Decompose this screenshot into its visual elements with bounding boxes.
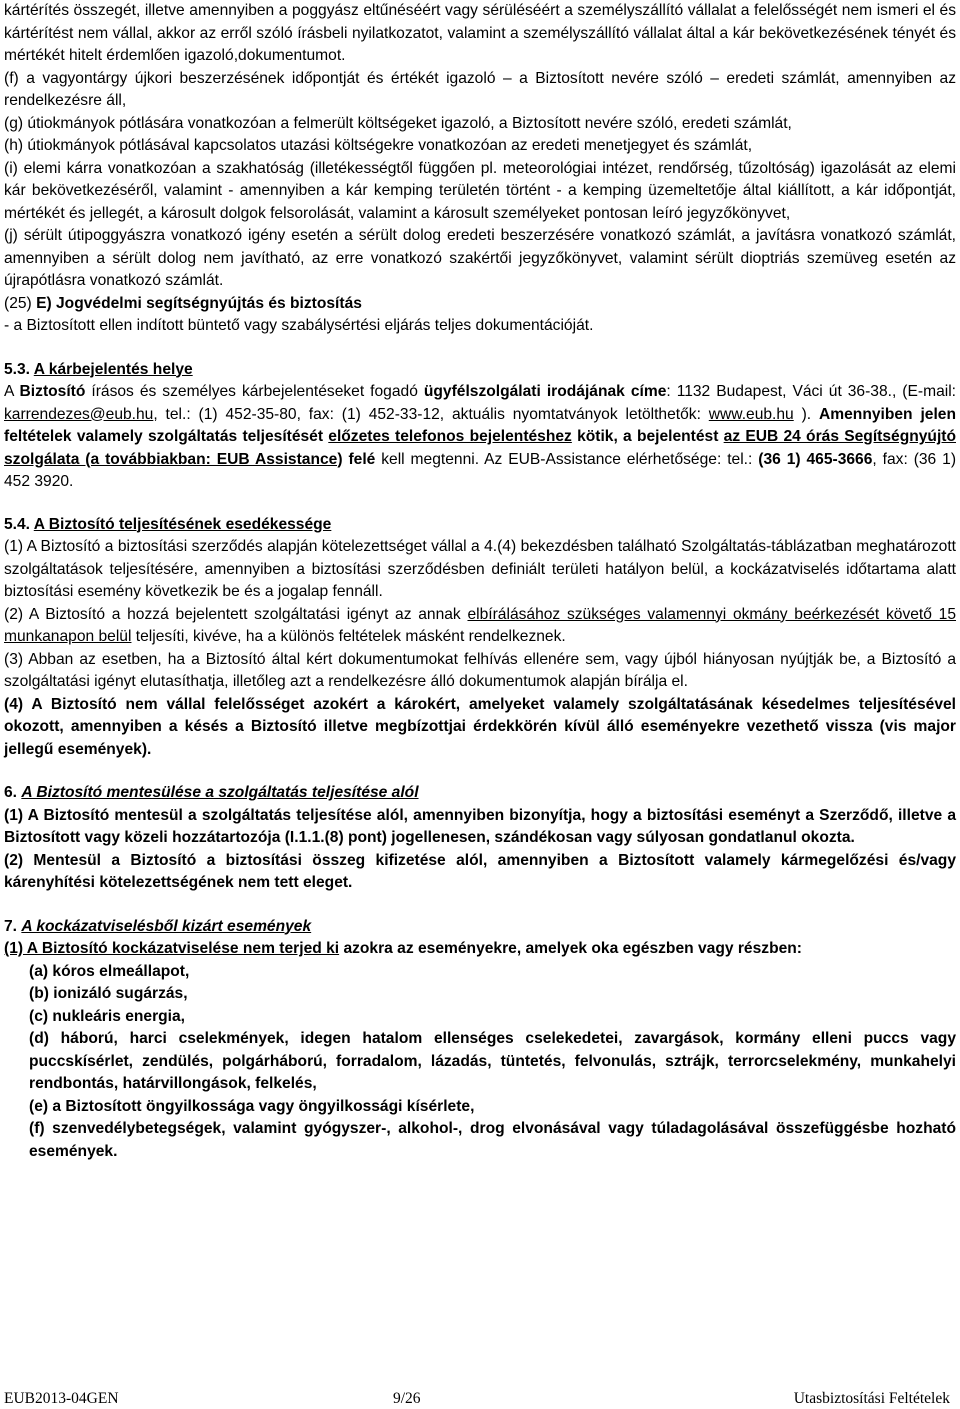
continuation-paragraph: kártérítés összegét, illetve amennyiben a poggyász eltűnéséért vagy sérüléséért a személyszállító vállalat a felelősségét nem ismeri el és kártérítést nem vállal, akkor az erről szóló írásbeli nyilatkozatot, valamint a személyszállító vállalat által a kár bekövetkezésének tényét és mértékét hitelt érdemlően igazoló,dokumentumot. (4, 2, 956, 64)
spacer (4, 761, 956, 782)
section-5-4-para-1: (1) A Biztosító a biztosítási szerződés alapján kötelezettséget vállal a 4.(4) bekezdésben található Szolgáltatás-táblázatban meghatározott szolgáltatások teljesítésére, amennyiben a biztosítási szerződésben definiált területi hatályon belül, a kockázatviselés időtartama alatt biztosítási esemény következik be és a jogalap fennáll. (4, 538, 956, 600)
exclusion-item: (b) ionizáló sugárzás, (29, 985, 188, 1002)
section-7-intro (4, 938, 956, 961)
section-5-3-paragraph (4, 381, 956, 494)
text-run-underlined: (1) A Biztosító kockázatviselése nem terjed ki (4, 940, 340, 957)
text-run-bold: kötik, a bejelentést (571, 428, 724, 445)
text-run: A (4, 383, 20, 400)
section-5-3-number: 5.3. (4, 360, 34, 378)
text-run: (2) A Biztosító a hozzá bejelentett szolgáltatási igényt az annak (4, 605, 468, 623)
section-7-number: 7. (4, 917, 22, 935)
text-run-bold: Amennyiben jelen feltételek valamely szolgáltatás teljesítését (4, 405, 956, 445)
section-7-title: A kockázatviselésből kizárt események (21, 917, 312, 935)
exclusion-item: (e) a Biztosított öngyilkossága vagy öngyilkossági kísérlete, (29, 1097, 475, 1115)
section-5-3-heading (4, 359, 956, 382)
text-run: , tel.: (1) 452-35-80, fax: (1) 452-33-12, aktuális nyomtatványok letölthetők: (153, 405, 709, 423)
text-run: ). (793, 405, 819, 423)
text-run: azokra az eseményekre, amelyek oka egészben vagy részben: (339, 940, 802, 957)
item-h: (h) útiokmányok pótlásával kapcsolatos utazási költségekre vonatkozóan az eredeti menetjegyet és számlát, (4, 137, 753, 154)
text-run: : 1132 Budapest, Váci út 36-38., (E-mail: (666, 383, 957, 400)
assistance-service-name: az EUB 24 órás Segítségnyújtó szolgálata (a továbbiakban: EUB Assistance) (4, 428, 956, 468)
assistance-phone: (36 1) 465-3666 (758, 450, 873, 468)
text-run-underlined: elbírálásához szükséges valamennyi okmány beérkezését követő 15 munkanapon belül (4, 605, 956, 645)
legal-protection-number: (25) (4, 294, 37, 312)
section-5-4-heading (4, 514, 956, 537)
footer-document-code: EUB2013-04GEN (4, 1390, 119, 1407)
section-5-4-para-4: (4) A Biztosító nem vállal felelősséget azokért a károkért, amelyeket valamely szolgáltatásának késedelmes teljesítésével okozott, amennyiben a késés a Biztosító illetve megbízottjai érdekkörén kívül álló eseményekre vezethető vissza (vis major jellegű események). (4, 695, 956, 758)
document-page (4, 0, 956, 1409)
section-6-para-1: (1) A Biztosító mentesül a szolgáltatás teljesítése alól, amennyiben bizonyítja, hogy a biztosítási eseményt a Szerződő, illetve a Biztosított vagy közeli hozzátartozója (I.1.1.(8) pont) jogellenesen, szándékosan vagy súlyosan gondatlanul okozta. (4, 806, 956, 846)
legal-protection-text: - a Biztosított ellen indított büntető vagy szabálysértési eljárás teljes dokumentációját. (4, 317, 594, 334)
footer-document-title: Utasbiztosítási Feltételek (793, 1390, 950, 1407)
text-run-bold-underlined: előzetes telefonos bejelentéshez (328, 428, 572, 445)
section-5-3-title: A kárbejelentés helye (33, 360, 193, 378)
text-run-bold: Biztosító (19, 383, 86, 400)
legal-protection-title: E) Jogvédelmi segítségnyújtás és biztosítás (36, 294, 362, 312)
exclusion-item: (f) szenvedélybetegségek, valamint gyógyszer-, alkohol-, drog elvonásával vagy túladagolásával összefüggésbe hozható események. (29, 1120, 956, 1160)
section-6-heading (4, 782, 956, 805)
spacer (4, 338, 956, 359)
exclusion-item: (c) nukleáris energia, (29, 1007, 185, 1025)
text-run: írásos és személyes kárbejelentéseket fogadó (85, 383, 424, 400)
text-run: kell megtenni. Az EUB-Assistance elérhetősége: tel.: (375, 450, 759, 468)
section-5-4-para-3: (3) Abban az esetben, ha a Biztosító által kért dokumentumokat felhívás ellenére sem, vagy újból hiányosan nyújtják be, a Biztosító a szolgáltatási igényt elutasíthatja, illetőleg azt a rendelkezésre álló dokumentumok alapján bírálja el. (4, 650, 956, 690)
email-link[interactable]: karrendezes@eub.hu (4, 405, 154, 423)
footer-page-number: 9/26 (393, 1390, 421, 1407)
section-6-title: A Biztosító mentesülése a szolgáltatás teljesítése alól (21, 784, 419, 801)
item-f: (f) a vagyontárgy újkori beszerzésének időpontját és értékét igazoló ‒ a Biztosított nevére szóló ‒ eredeti számlát, amennyiben az rendelkezésre áll, (4, 69, 956, 109)
spacer (4, 494, 956, 514)
text-run-bold: felé (342, 450, 376, 468)
text-run: teljesíti, kivéve, ha a különös feltételek másként rendelkeznek. (131, 628, 566, 645)
section-5-4-para-2 (4, 604, 956, 649)
page-footer (4, 1388, 950, 1409)
legal-protection-heading (4, 293, 956, 316)
item-g: (g) útiokmányok pótlására vonatkozóan a felmerült költségeket igazoló, a Biztosított nevére szóló, eredeti számlát, (4, 114, 792, 132)
section-6-para-2: (2) Mentesül a Biztosító a biztosítási összeg kifizetése alól, amennyiben a Biztosított valamely kármegelőzési és/vagy kárenyhítési kötelezettségének nem tett eleget. (4, 851, 956, 891)
website-link[interactable]: www.eub.hu (708, 405, 794, 423)
item-i: (i) elemi kárra vonatkozóan a szakhatóság (illetékességtől függően pl. meteorológiai intézet, rendőrség, tűzoltóság) igazolását az elemi kár bekövetkezéséről, valamint - amennyiben a kár kemping területén történt - a kemping üzemeltetője által kiállított, a kár időpontját, mértékét és jellegét, a károsult dolgok felsorolását, valamint a károsult személyeket pontosan leíró jegyzőkönyvet, (4, 159, 956, 222)
exclusion-list (4, 961, 956, 1164)
item-j: (j) sérült útipoggyászra vonatkozó igény esetén a sérült dolog eredeti beszerzésére vonatkozó számlát, a javításra vonatkozó számlát, amennyiben a sérült dolog nem javítható, az erre vonatkozó szakértői jegyzőkönyvet, valamint sérült dioptriás szemüveg esetén az újrapótlásra vonatkozó számlát. (4, 227, 956, 289)
spacer (4, 895, 956, 916)
office-address-label: ügyfélszolgálati irodájának címe (423, 383, 667, 400)
section-6-number: 6. (4, 784, 22, 801)
text-run: , fax: (36 1) 452 3920. (4, 450, 957, 490)
section-5-4-number: 5.4. (4, 515, 34, 533)
section-7-heading (4, 916, 956, 939)
section-5-4-title: A Biztosító teljesítésének esedékessége (33, 515, 332, 533)
exclusion-item: (d) háború, harci cselekmények, idegen hatalom ellenséges cselekedetei, zavargások, kormány elleni puccs vagy puccskísérlet, zendülés, polgárháború, forradalom, lázadás, tüntetés, felvonulás, sztrájk, terrorcselekmény, munkahelyi rendbontás, határvillongások, felkelés, (29, 1030, 956, 1092)
exclusion-item: (a) kóros elmeállapot, (29, 962, 190, 980)
